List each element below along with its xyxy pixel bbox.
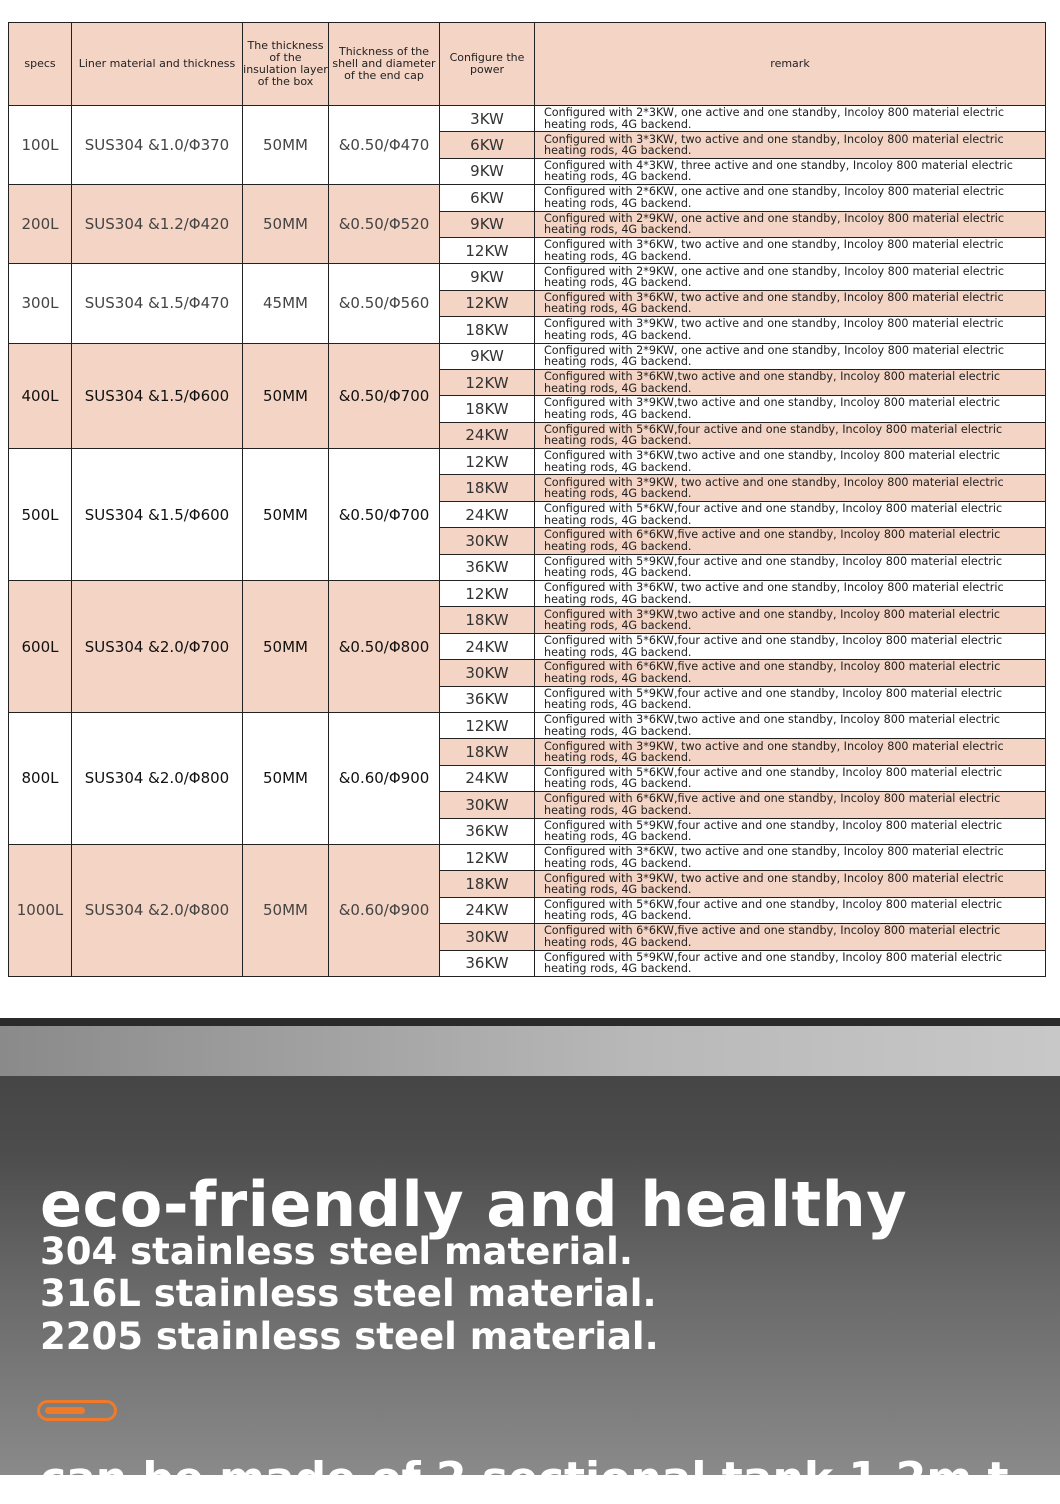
remark-cell: Configured with 4*3KW, three active and one standby, Incoloy 800 material electric heating rods, 4G backend. bbox=[535, 158, 1046, 184]
remark-cell: Configured with 5*6KW,four active and one standby, Incoloy 800 material electric heating rods, 4G backend. bbox=[535, 501, 1046, 527]
material-line-2205: 2205 stainless steel material. bbox=[40, 1315, 659, 1358]
remark-cell: Configured with 3*6KW, two active and one standby, Incoloy 800 material electric heating rods, 4G backend. bbox=[535, 237, 1046, 263]
spec-cell: 100L bbox=[9, 106, 72, 185]
power-cell: 24KW bbox=[440, 501, 535, 527]
header-shell: Thickness of the shell and diameter of the end cap bbox=[329, 23, 440, 106]
power-cell: 18KW bbox=[440, 317, 535, 343]
insulation-cell: 50MM bbox=[243, 844, 329, 976]
table-row bbox=[9, 264, 1046, 290]
remark-cell: Configured with 3*3KW, two active and one standby, Incoloy 800 material electric heating rods, 4G backend. bbox=[535, 132, 1046, 158]
power-cell: 24KW bbox=[440, 422, 535, 448]
power-cell: 18KW bbox=[440, 475, 535, 501]
remark-cell: Configured with 3*9KW, two active and one standby, Incoloy 800 material electric heating rods, 4G backend. bbox=[535, 739, 1046, 765]
remark-cell: Configured with 3*9KW, two active and one standby, Incoloy 800 material electric heating rods, 4G backend. bbox=[535, 871, 1046, 897]
power-cell: 9KW bbox=[440, 264, 535, 290]
power-cell: 6KW bbox=[440, 185, 535, 211]
spec-cell: 200L bbox=[9, 185, 72, 264]
power-cell: 36KW bbox=[440, 950, 535, 976]
spec-cell: 600L bbox=[9, 581, 72, 713]
power-cell: 24KW bbox=[440, 633, 535, 659]
remark-cell: Configured with 5*6KW,four active and one standby, Incoloy 800 material electric heating rods, 4G backend. bbox=[535, 422, 1046, 448]
remark-cell: Configured with 2*9KW, one active and one standby, Incoloy 800 material electric heating rods, 4G backend. bbox=[535, 211, 1046, 237]
decorative-pill-icon bbox=[37, 1400, 117, 1421]
remark-cell: Configured with 2*6KW, one active and one standby, Incoloy 800 material electric heating rods, 4G backend. bbox=[535, 185, 1046, 211]
power-cell: 30KW bbox=[440, 528, 535, 554]
material-line-304: 304 stainless steel material. bbox=[40, 1230, 633, 1273]
remark-cell: Configured with 2*9KW, one active and one standby, Incoloy 800 material electric heating rods, 4G backend. bbox=[535, 343, 1046, 369]
power-cell: 9KW bbox=[440, 211, 535, 237]
liner-cell: SUS304 &1.2/Φ420 bbox=[72, 185, 243, 264]
remark-cell: Configured with 2*3KW, one active and one standby, Incoloy 800 material electric heating rods, 4G backend. bbox=[535, 106, 1046, 132]
remark-cell: Configured with 3*6KW, two active and one standby, Incoloy 800 material electric heating rods, 4G backend. bbox=[535, 290, 1046, 316]
remark-cell: Configured with 6*6KW,five active and one standby, Incoloy 800 material electric heating rods, 4G backend. bbox=[535, 792, 1046, 818]
remark-cell: Configured with 6*6KW,five active and one standby, Incoloy 800 material electric heating rods, 4G backend. bbox=[535, 660, 1046, 686]
spec-cell: 1000L bbox=[9, 844, 72, 976]
shell-cell: &0.60/Φ900 bbox=[329, 844, 440, 976]
remark-cell: Configured with 5*9KW,four active and one standby, Incoloy 800 material electric heating rods, 4G backend. bbox=[535, 818, 1046, 844]
table-row bbox=[9, 449, 1046, 475]
banner-divider-bar bbox=[0, 1018, 1060, 1076]
table-body bbox=[9, 106, 1046, 977]
header-insulation: The thickness of the insulation layer of the box bbox=[243, 23, 329, 106]
insulation-cell: 50MM bbox=[243, 185, 329, 264]
power-cell: 12KW bbox=[440, 290, 535, 316]
banner-cut-text: can be made of 2 sectional tank 1.2m t bbox=[40, 1453, 1009, 1504]
liner-cell: SUS304 &2.0/Φ800 bbox=[72, 712, 243, 844]
power-cell: 12KW bbox=[440, 581, 535, 607]
banner bbox=[0, 1018, 1060, 1504]
power-cell: 12KW bbox=[440, 712, 535, 738]
remark-cell: Configured with 3*6KW,two active and one standby, Incoloy 800 material electric heating rods, 4G backend. bbox=[535, 449, 1046, 475]
table-header-row bbox=[9, 23, 1046, 106]
table-row bbox=[9, 106, 1046, 132]
remark-cell: Configured with 5*6KW,four active and one standby, Incoloy 800 material electric heating rods, 4G backend. bbox=[535, 897, 1046, 923]
spec-cell: 800L bbox=[9, 712, 72, 844]
power-cell: 30KW bbox=[440, 924, 535, 950]
liner-cell: SUS304 &2.0/Φ800 bbox=[72, 844, 243, 976]
shell-cell: &0.50/Φ470 bbox=[329, 106, 440, 185]
remark-cell: Configured with 5*9KW,four active and one standby, Incoloy 800 material electric heating rods, 4G backend. bbox=[535, 950, 1046, 976]
power-cell: 30KW bbox=[440, 660, 535, 686]
power-cell: 12KW bbox=[440, 369, 535, 395]
liner-cell: SUS304 &2.0/Φ700 bbox=[72, 581, 243, 713]
liner-cell: SUS304 &1.5/Φ600 bbox=[72, 449, 243, 581]
spec-cell: 300L bbox=[9, 264, 72, 343]
remark-cell: Configured with 3*6KW,two active and one standby, Incoloy 800 material electric heating rods, 4G backend. bbox=[535, 712, 1046, 738]
power-cell: 36KW bbox=[440, 686, 535, 712]
remark-cell: Configured with 3*9KW,two active and one standby, Incoloy 800 material electric heating rods, 4G backend. bbox=[535, 396, 1046, 422]
power-cell: 12KW bbox=[440, 844, 535, 870]
spec-cell: 500L bbox=[9, 449, 72, 581]
insulation-cell: 50MM bbox=[243, 343, 329, 449]
shell-cell: &0.50/Φ700 bbox=[329, 449, 440, 581]
shell-cell: &0.50/Φ560 bbox=[329, 264, 440, 343]
material-line-316l: 316L stainless steel material. bbox=[40, 1272, 657, 1315]
insulation-cell: 50MM bbox=[243, 106, 329, 185]
remark-cell: Configured with 3*6KW,two active and one standby, Incoloy 800 material electric heating rods, 4G backend. bbox=[535, 369, 1046, 395]
header-liner: Liner material and thickness bbox=[72, 23, 243, 106]
table-row bbox=[9, 712, 1046, 738]
liner-cell: SUS304 &1.5/Φ600 bbox=[72, 343, 243, 449]
power-cell: 36KW bbox=[440, 818, 535, 844]
table-row bbox=[9, 581, 1046, 607]
power-cell: 24KW bbox=[440, 897, 535, 923]
liner-cell: SUS304 &1.5/Φ470 bbox=[72, 264, 243, 343]
power-cell: 12KW bbox=[440, 237, 535, 263]
power-cell: 12KW bbox=[440, 449, 535, 475]
remark-cell: Configured with 3*9KW, two active and one standby, Incoloy 800 material electric heating rods, 4G backend. bbox=[535, 475, 1046, 501]
power-cell: 6KW bbox=[440, 132, 535, 158]
remark-cell: Configured with 3*9KW, two active and one standby, Incoloy 800 material electric heating rods, 4G backend. bbox=[535, 317, 1046, 343]
remark-cell: Configured with 5*6KW,four active and one standby, Incoloy 800 material electric heating rods, 4G backend. bbox=[535, 765, 1046, 791]
liner-cell: SUS304 &1.0/Φ370 bbox=[72, 106, 243, 185]
power-cell: 9KW bbox=[440, 158, 535, 184]
spec-cell: 400L bbox=[9, 343, 72, 449]
power-cell: 9KW bbox=[440, 343, 535, 369]
header-remark: remark bbox=[535, 23, 1046, 106]
remark-cell: Configured with 5*9KW,four active and one standby, Incoloy 800 material electric heating rods, 4G backend. bbox=[535, 554, 1046, 580]
table-row bbox=[9, 844, 1046, 870]
remark-cell: Configured with 6*6KW,five active and one standby, Incoloy 800 material electric heating rods, 4G backend. bbox=[535, 528, 1046, 554]
pill-fill bbox=[45, 1407, 85, 1414]
insulation-cell: 50MM bbox=[243, 581, 329, 713]
insulation-cell: 45MM bbox=[243, 264, 329, 343]
shell-cell: &0.60/Φ900 bbox=[329, 712, 440, 844]
insulation-cell: 50MM bbox=[243, 712, 329, 844]
spec-table bbox=[8, 22, 1046, 977]
power-cell: 18KW bbox=[440, 739, 535, 765]
power-cell: 18KW bbox=[440, 871, 535, 897]
remark-cell: Configured with 6*6KW,five active and one standby, Incoloy 800 material electric heating rods, 4G backend. bbox=[535, 924, 1046, 950]
header-power: Configure the power bbox=[440, 23, 535, 106]
table-row bbox=[9, 343, 1046, 369]
remark-cell: Configured with 5*9KW,four active and one standby, Incoloy 800 material electric heating rods, 4G backend. bbox=[535, 686, 1046, 712]
power-cell: 30KW bbox=[440, 792, 535, 818]
power-cell: 24KW bbox=[440, 765, 535, 791]
power-cell: 18KW bbox=[440, 607, 535, 633]
power-cell: 3KW bbox=[440, 106, 535, 132]
insulation-cell: 50MM bbox=[243, 449, 329, 581]
power-cell: 18KW bbox=[440, 396, 535, 422]
header-specs: specs bbox=[9, 23, 72, 106]
remark-cell: Configured with 5*6KW,four active and one standby, Incoloy 800 material electric heating rods, 4G backend. bbox=[535, 633, 1046, 659]
shell-cell: &0.50/Φ700 bbox=[329, 343, 440, 449]
remark-cell: Configured with 3*6KW, two active and one standby, Incoloy 800 material electric heating rods, 4G backend. bbox=[535, 581, 1046, 607]
banner-headline: eco-friendly and healthy bbox=[40, 1168, 908, 1241]
table-row bbox=[9, 185, 1046, 211]
shell-cell: &0.50/Φ520 bbox=[329, 185, 440, 264]
shell-cell: &0.50/Φ800 bbox=[329, 581, 440, 713]
remark-cell: Configured with 2*9KW, one active and one standby, Incoloy 800 material electric heating rods, 4G backend. bbox=[535, 264, 1046, 290]
remark-cell: Configured with 3*6KW, two active and one standby, Incoloy 800 material electric heating rods, 4G backend. bbox=[535, 844, 1046, 870]
power-cell: 36KW bbox=[440, 554, 535, 580]
remark-cell: Configured with 3*9KW,two active and one standby, Incoloy 800 material electric heating rods, 4G backend. bbox=[535, 607, 1046, 633]
